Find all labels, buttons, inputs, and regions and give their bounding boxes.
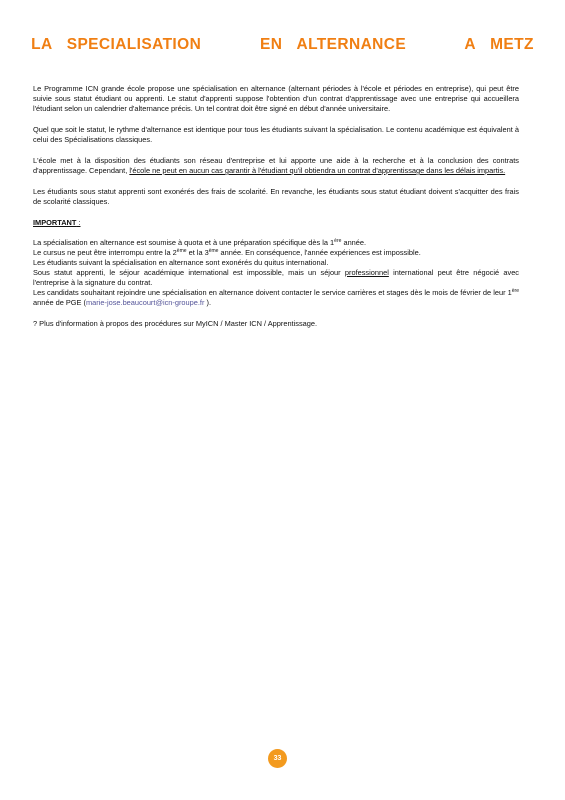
intro-paragraph-3-text: L'école met à la disposition des étudiants son réseau d'entreprise et lui apporte une aide à la recherche et à la conclusion des contrats d'apprentissage. Cependant, — [33, 156, 519, 175]
important-line-3: Les étudiants suivant la spécialisation en alternance sont exonérés du quitus international. — [33, 258, 329, 267]
page-title: LA SPECIALISATION EN ALTERNANCE A METZ — [31, 36, 534, 53]
professionnel-word: professionnel — [344, 268, 389, 277]
page-number-badge: 33 — [268, 749, 287, 768]
intro-paragraph-3 — [33, 156, 519, 176]
document-body — [33, 84, 519, 340]
important-heading: IMPORTANT : — [33, 218, 81, 227]
intro-paragraph-4: Les étudiants sous statut apprenti sont exonérés des frais de scolarité. En revanche, les étudiants sous statut étudiant doivent s'acquitter des frais de scolarité classiques. — [33, 187, 519, 206]
contact-email-link[interactable]: marie-jose.beaucourt@icn-groupe.fr — [86, 298, 205, 307]
important-line-4: Sous statut apprenti, le séjour académique international est impossible, mais un séjour professionnel international peut être négocié avec l'entreprise à la signature du contrat. — [33, 268, 519, 287]
more-info-line: ? Plus d'information à propos des procédures sur MyICN / Master ICN / Apprentissage. — [33, 319, 318, 328]
intro-paragraph-1: Le Programme ICN grande école propose une spécialisation en alternance (alternant périodes à l'école et périodes en entreprise), qui peut être suivie sous statut étudiant ou apprenti. Le statut d'apprenti suppose l'obtention d'un contrat d'apprentissage avec une entreprise qui accueillera l'étudiant selon un calendrier d'alternance précis. Un tel contrat doit être signé en début d'année universitaire. — [33, 84, 519, 113]
important-line-1: La spécialisation en alternance est soumise à quota et à une préparation spécifique dès la 1ère année. — [33, 238, 367, 247]
important-line-5: Les candidats souhaitant rejoindre une spécialisation en alternance doivent contacter le service carrières et stages dès le mois de février de leur 1ère année de PGE (marie-jose.beaucourt@icn-groupe.fr ). — [33, 288, 519, 307]
guarantee-disclaimer: l'école ne peut en aucun cas garantir à l'étudiant qu'il obtiendra un contrat d'apprentissage dans les délais impartis. — [129, 166, 506, 175]
intro-paragraph-2: Quel que soit le statut, le rythme d'alternance est identique pour tous les étudiants suivant la spécialisation. Le contenu académique est équivalent à celui des Spécialisations classiques. — [33, 125, 519, 144]
important-line-2: Le cursus ne peut être interrompu entre la 2ème et la 3ème année. En conséquence, l'année expériences est impossible. — [33, 248, 421, 257]
